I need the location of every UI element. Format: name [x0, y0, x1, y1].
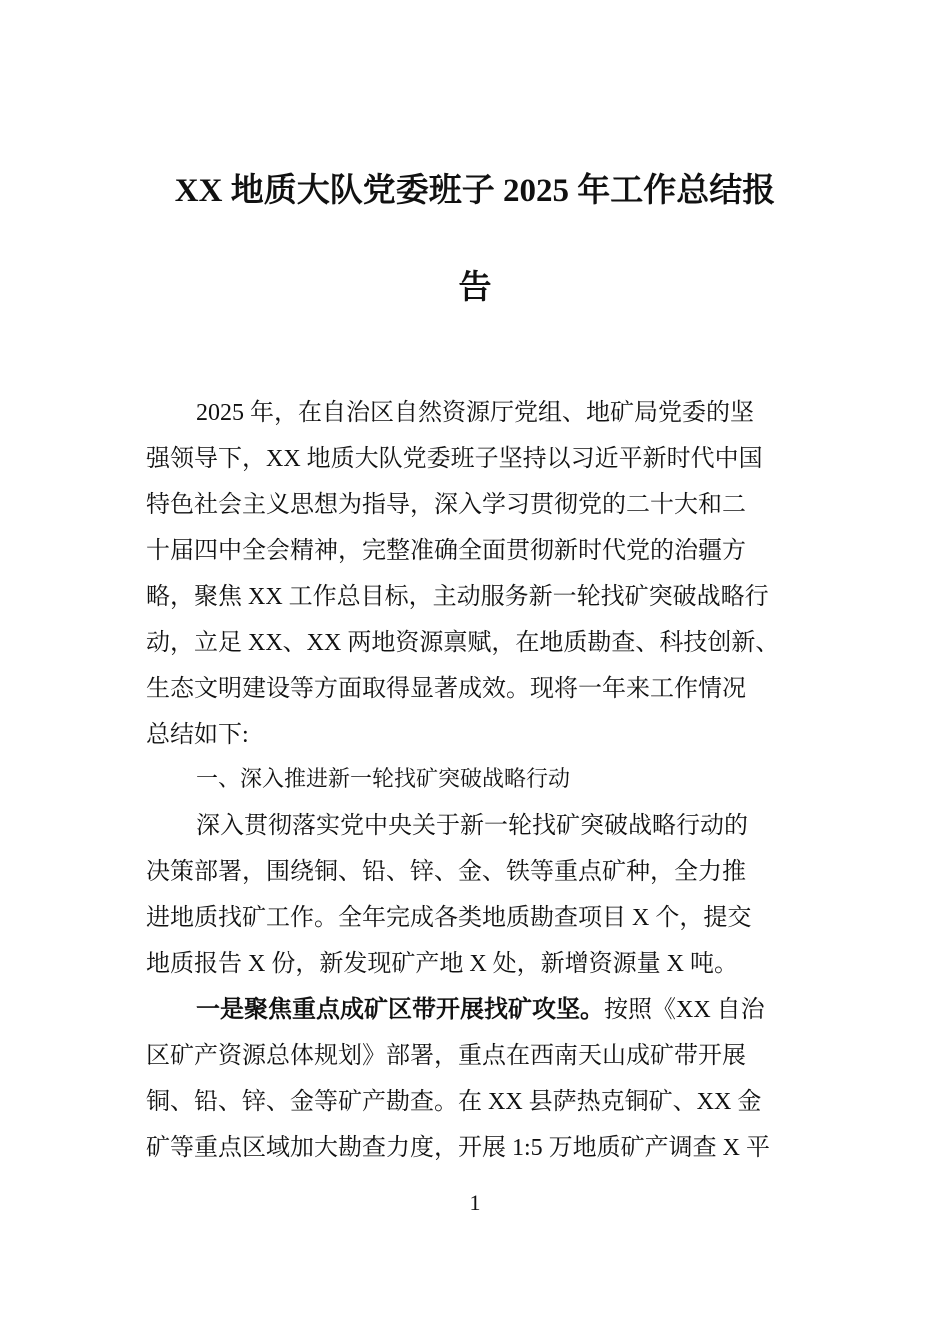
body-line: 动，立足 XX、XX 两地资源禀赋，在地质勘查、科技创新、	[146, 630, 780, 656]
body-line: 特色社会主义思想为指导，深入学习贯彻党的二十大和二	[146, 492, 746, 518]
body-line: 生态文明建设等方面取得显著成效。现将一年来工作情况	[146, 676, 746, 702]
body-line: 决策部署，围绕铜、铅、锌、金、铁等重点矿种，全力推	[146, 859, 746, 885]
body-line	[196, 995, 765, 1025]
body-line: 略，聚焦 XX 工作总目标，主动服务新一轮找矿突破战略行	[146, 584, 769, 610]
body-line: 区矿产资源总体规划》部署，重点在西南天山成矿带开展	[146, 1043, 746, 1069]
body-line: 十届四中全会精神，完整准确全面贯彻新时代党的治疆方	[146, 538, 746, 564]
page-number: 1	[469, 1190, 481, 1215]
body-line: 2025 年，在自治区自然资源厅党组、地矿局党委的坚	[196, 400, 754, 426]
document-title-line-1: XX 地质大队党委班子 2025 年工作总结报	[174, 173, 776, 209]
body-line: 铜、铅、锌、金等矿产勘查。在 XX 县萨热克铜矿、XX 金	[146, 1089, 762, 1115]
body-line: 总结如下:	[146, 722, 249, 748]
document-title-line-2: 告	[458, 270, 492, 306]
body-line: 地质报告 X 份，新发现矿产地 X 处，新增资源量 X 吨。	[146, 951, 738, 977]
body-line: 进地质找矿工作。全年完成各类地质勘查项目 X 个，提交	[146, 905, 752, 931]
subpoint-lead: 一是聚焦重点成矿区带开展找矿攻坚。	[196, 997, 604, 1023]
body-line: 矿等重点区域加大勘查力度，开展 1:5 万地质矿产调查 X 平	[146, 1135, 770, 1161]
body-line: 强领导下，XX 地质大队党委班子坚持以习近平新时代中国	[146, 446, 763, 472]
section-heading: 一、深入推进新一轮找矿突破战略行动	[196, 767, 571, 792]
body-line: 深入贯彻落实党中央关于新一轮找矿突破战略行动的	[196, 813, 748, 839]
subpoint-text: 按照《XX 自治	[604, 997, 765, 1023]
